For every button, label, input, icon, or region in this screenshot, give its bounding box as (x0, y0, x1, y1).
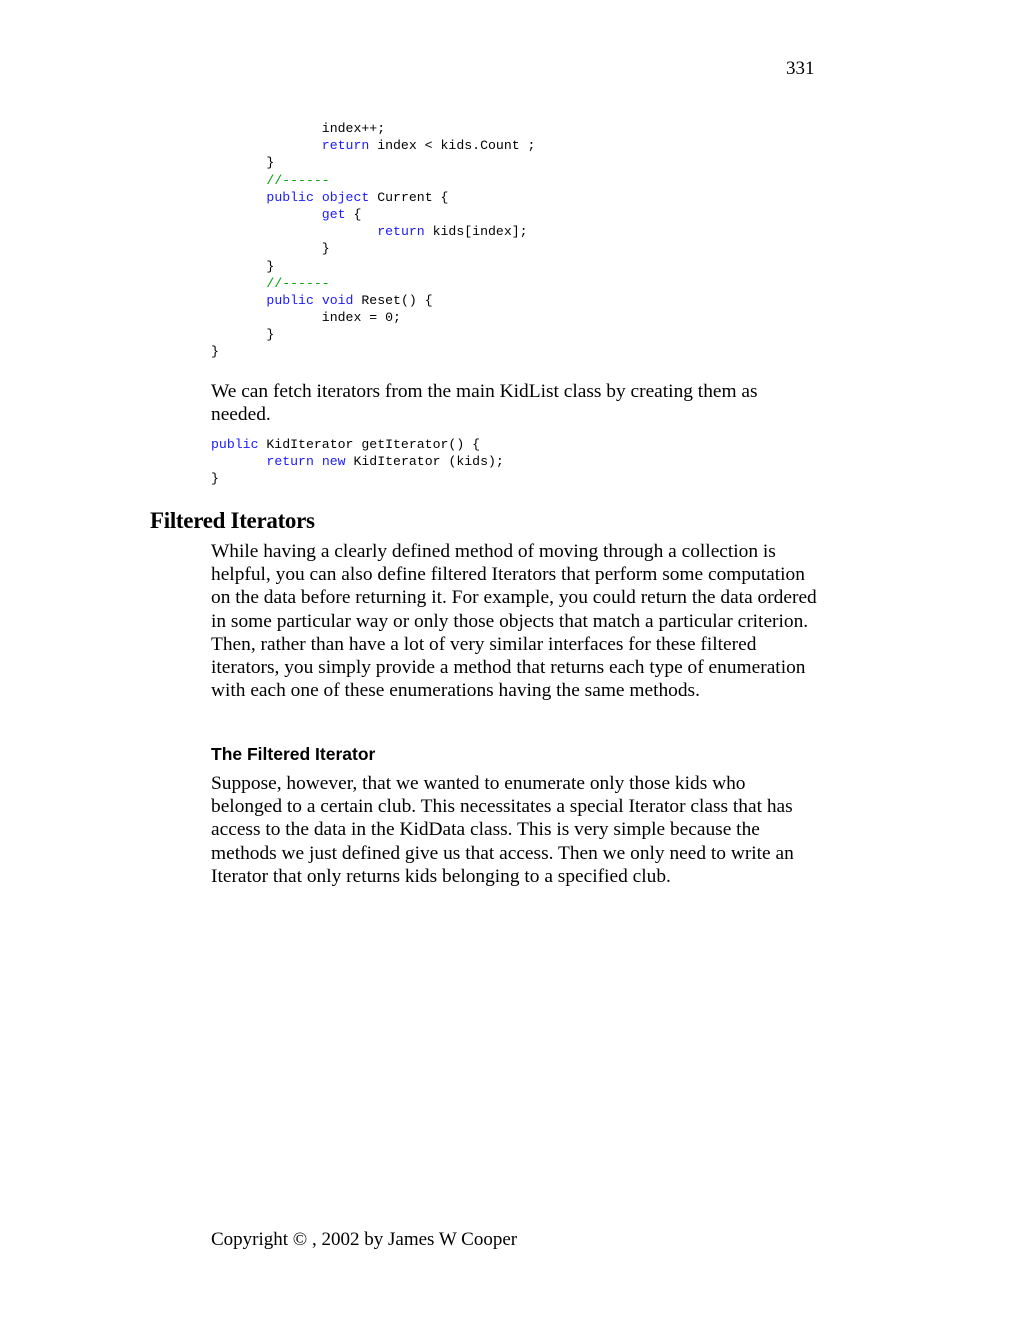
code-text (211, 276, 266, 291)
code-keyword: public (266, 292, 314, 308)
code-line (211, 154, 535, 171)
code-line (211, 120, 535, 137)
code-line (211, 189, 535, 206)
code-line (211, 453, 504, 470)
subsection-heading: The Filtered Iterator (211, 744, 376, 764)
code-keyword: return (377, 224, 425, 240)
page-number: 331 (786, 58, 815, 79)
code-text (211, 454, 266, 469)
code-keyword: public (211, 437, 259, 452)
code-line (211, 172, 535, 189)
code-text: index < kids.Count ; (369, 138, 536, 154)
code-text (211, 224, 377, 239)
code-keyword: void (321, 292, 354, 308)
code-comment: //------ (266, 275, 330, 291)
code-keyword: get (321, 206, 346, 222)
paragraph-fetch-iterators: We can fetch iterators from the main KidList class by creating them as needed. (211, 381, 758, 426)
code-text: index = 0; (321, 310, 401, 326)
code-line (211, 470, 504, 487)
code-line (211, 343, 535, 360)
section-heading: Filtered Iterators (150, 508, 315, 533)
code-keyword: object (321, 189, 370, 205)
code-text: index++; (321, 121, 386, 136)
code-text: Current { (369, 189, 449, 205)
code-block-get-iterator (211, 436, 504, 488)
code-text: } (211, 471, 219, 487)
paragraph-filtered-iterators: While having a clearly defined method of moving through a collection is helpful, you can also define filtered Iterators that perform some computation on the data before returning it. For example, you could return the data ordered in some particular way or only those objects that match a particular criterion. Then, rather than have a lot of very similar interfaces for these filtered iterators, you simply provide a method that returns each type of enumeration with each one of these enumerations having the same methods. (211, 541, 817, 702)
code-line (211, 275, 535, 292)
code-line (211, 240, 535, 257)
code-text: } (266, 155, 275, 171)
code-text: KidIterator getIterator() { (258, 437, 481, 452)
code-line (211, 258, 535, 275)
code-text (211, 121, 322, 136)
code-line (211, 137, 535, 154)
paragraph-filtered-iterator-description: Suppose, however, that we wanted to enumerate only those kids who belonged to a certain club. This necessitates a special Iterator class that has access to the data in the KidData class. This is very simple because the methods we just defined give us that access. Then we only need to write an Iterator that only returns kids belonging to a specified club. (211, 773, 794, 887)
code-text (211, 155, 266, 170)
code-text (211, 241, 322, 256)
code-keyword: public (266, 189, 314, 205)
code-text (314, 293, 322, 308)
code-text (314, 190, 322, 205)
code-text (211, 293, 266, 308)
code-text: Reset() { (353, 292, 433, 308)
code-text (314, 454, 322, 469)
code-text (211, 190, 266, 205)
code-block-iterator-methods (211, 120, 535, 361)
code-line (211, 223, 535, 240)
code-comment: //------ (266, 172, 330, 188)
code-text (211, 138, 322, 153)
code-text: } (321, 241, 330, 257)
code-text (211, 207, 322, 222)
code-text: { (345, 206, 362, 222)
code-text: } (211, 344, 219, 360)
code-text (211, 259, 266, 274)
code-text: } (266, 327, 275, 343)
code-text (211, 310, 322, 325)
code-text: KidIterator (kids); (345, 454, 504, 470)
code-text (211, 173, 266, 188)
code-line (211, 206, 535, 223)
code-text: } (266, 258, 275, 274)
code-keyword: return (321, 138, 370, 154)
code-line (211, 309, 535, 326)
code-text: kids[index]; (424, 224, 528, 240)
code-line (211, 292, 535, 309)
code-line (211, 326, 535, 343)
code-line (211, 436, 504, 453)
copyright-footer: Copyright © , 2002 by James W Cooper (211, 1229, 518, 1250)
code-keyword: new (321, 454, 346, 470)
code-keyword: return (266, 454, 314, 470)
code-text (211, 327, 266, 342)
